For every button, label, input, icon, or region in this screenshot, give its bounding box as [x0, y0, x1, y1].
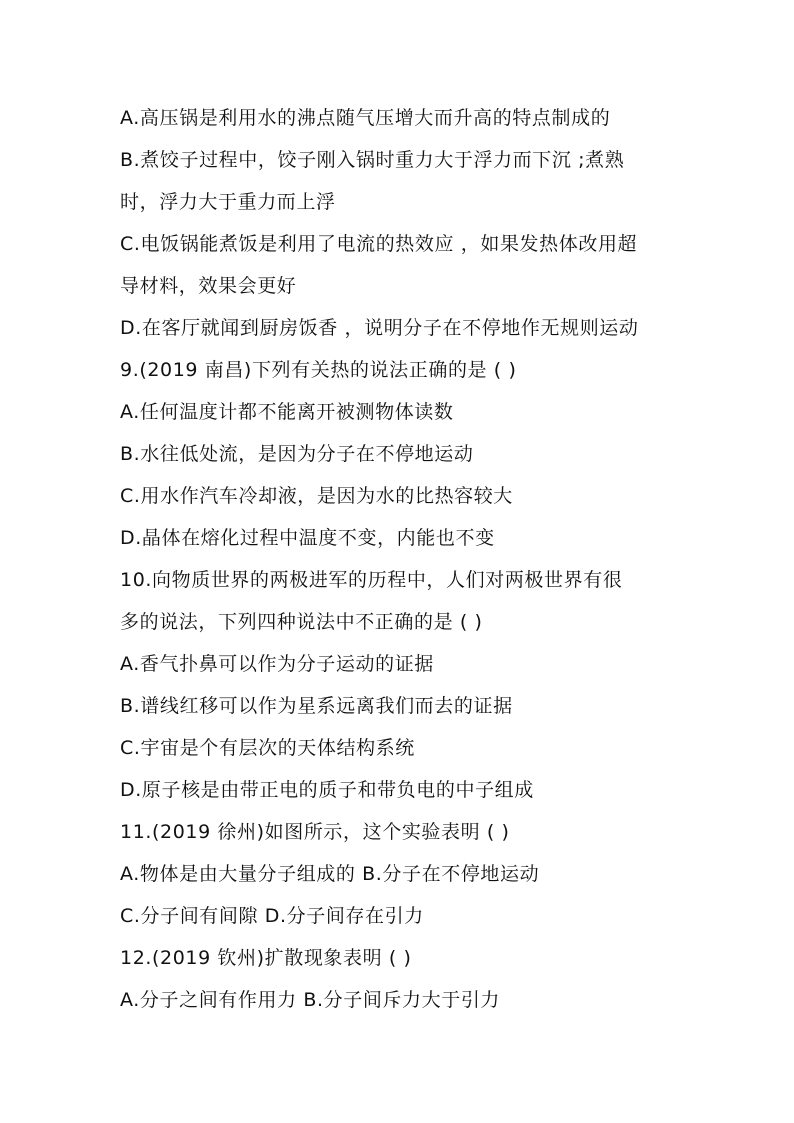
text-line: D.在客厅就闻到厨房饭香 ，说明分子在不停地作无规则运动 — [120, 317, 639, 339]
option-9d: D.晶体在熔化过程中温度不变，内能也不变 — [120, 527, 495, 549]
options-11ab: A.物体是由大量分子组成的 B.分子在不停地运动 — [120, 863, 540, 885]
options-11cd: C.分子间有间隙 D.分子间存在引力 — [120, 905, 424, 927]
option-9c: C.用水作汽车冷却液，是因为水的比热容较大 — [120, 485, 513, 507]
question-12: 12.(2019 钦州)扩散现象表明 ( ) — [120, 947, 412, 969]
options-12ab: A.分子之间有作用力 B.分子间斥力大于引力 — [120, 989, 501, 1011]
option-10a: A.香气扑鼻可以作为分子运动的证据 — [120, 653, 434, 675]
option-10d: D.原子核是由带正电的质子和带负电的中子组成 — [120, 779, 534, 801]
option-10c: C.宇宙是个有层次的天体结构系统 — [120, 737, 415, 759]
question-9: 9.(2019 南昌)下列有关热的说法正确的是 ( ) — [120, 359, 517, 381]
text-line: A.高压锅是利用水的沸点随气压增大而升高的特点制成的 — [120, 107, 611, 129]
question-10: 10.向物质世界的两极进军的历程中，人们对两极世界有很 — [120, 569, 623, 591]
question-10-cont: 多的说法，下列四种说法中不正确的是 ( ) — [120, 611, 483, 633]
text-line: 导材料，效果会更好 — [120, 275, 297, 297]
document-body — [120, 97, 680, 1021]
option-10b: B.谱线红移可以作为星系远离我们而去的证据 — [120, 695, 513, 717]
text-line: B.煮饺子过程中，饺子刚入锅时重力大于浮力而下沉 ;煮熟 — [120, 149, 625, 171]
option-9a: A.任何温度计都不能离开被测物体读数 — [120, 401, 454, 423]
text-line: 时，浮力大于重力而上浮 — [120, 191, 336, 213]
text-line: C.电饭锅能煮饭是利用了电流的热效应 ，如果发热体改用超 — [120, 233, 638, 255]
option-9b: B.水往低处流，是因为分子在不停地运动 — [120, 443, 474, 465]
question-11: 11.(2019 徐州)如图所示，这个实验表明 ( ) — [120, 821, 510, 843]
